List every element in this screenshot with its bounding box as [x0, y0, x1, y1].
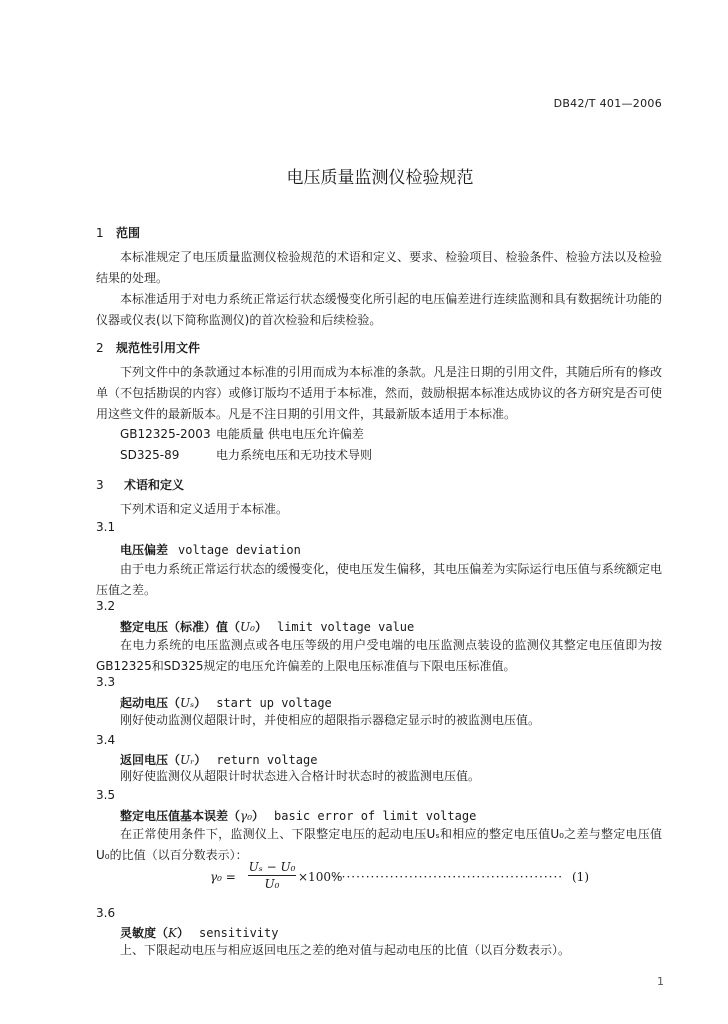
term-chinese: 整定电压值基本误差（: [120, 809, 241, 823]
term-english: voltage deviation: [178, 543, 301, 557]
section-title: 术语和定义: [124, 478, 185, 492]
term-close: ）: [194, 753, 207, 767]
term-english: sensitivity: [199, 926, 279, 940]
term-english: limit voltage value: [276, 620, 415, 634]
formula-denominator: U₀: [264, 877, 280, 891]
term-chinese: 灵敏度（: [120, 926, 169, 940]
clause-number: 3.5: [96, 788, 116, 802]
term-heading: [120, 924, 278, 941]
document-title: 电压质量监测仪检验规范: [286, 168, 474, 188]
section-2-paragraph-1: 下列文件中的条款通过本标准的引用而成为本标准的条款。凡是注日期的引用文件，其随后所有的修改单（不包括勘误的内容）或修订版均不适用于本标准，然而，鼓励根据本标准达成协议的各方研究是否可使用这些文件的最新版本。凡是不注日期的引用文件，其最新版本适用于本标准。: [96, 365, 662, 421]
reference-name: 电能质量 供电电压允许偏差: [216, 427, 364, 441]
term-symbol: K: [168, 926, 177, 940]
term-definition: 刚好使监测仪从超限计时状态进入合格计时状态时的被监测电压值。: [120, 769, 481, 783]
clause-number: 3.3: [96, 675, 116, 689]
section-number: 2: [96, 341, 104, 355]
formula-fraction: [248, 860, 296, 891]
clause-number: 3.6: [96, 906, 116, 920]
reference-name: 电力系统电压和无功技术导则: [216, 448, 373, 462]
document-code: DB42/T 401—2006: [553, 97, 662, 110]
term-definition: 在正常使用条件下，监测仪上、下限整定电压的起动电压Uₛ和相应的整定电压值U₀之差与整定电压值U₀的比值（以百分数表示）：: [96, 827, 662, 862]
term-heading: [120, 618, 414, 635]
section-3-heading: [96, 476, 184, 493]
reference-item: [120, 424, 364, 445]
term-symbol: Uᵣ: [180, 753, 195, 767]
clause-number: 3.1: [96, 520, 116, 534]
term-chinese: 整定电压（标准）值（: [120, 620, 241, 634]
term-definition: 刚好使动监测仪超限计时，并使相应的超限指示器稳定显示时的被监测电压值。: [120, 713, 541, 727]
term-english: return voltage: [216, 753, 318, 767]
term-symbol: U₀: [240, 620, 255, 634]
term-close: ）: [252, 809, 265, 823]
formula-lhs: γ₀ =: [210, 870, 236, 884]
formula-leader-dots: ················································: [332, 870, 564, 884]
page-number: 1: [657, 975, 664, 988]
section-number: 1: [96, 226, 104, 240]
section-title: 规范性引用文件: [116, 341, 201, 355]
term-symbol: γ₀: [240, 809, 252, 823]
reference-item: [120, 445, 372, 466]
term-definition: 上、下限起动电压与相应返回电压之差的绝对值与起动电压的比值（以百分数表示）。: [120, 943, 571, 957]
reference-code: SD325-89: [120, 448, 180, 462]
section-3-intro: 下列术语和定义适用于本标准。: [120, 502, 289, 516]
section-1-paragraph-2: 本标准适用于对电力系统正常运行状态缓慢变化所引起的电压偏差进行连续监测和具有数据统计功能的仪器或仪表(以下简称监测仪)的首次检验和后续检验。: [96, 292, 662, 327]
term-chinese: 返回电压（: [120, 753, 181, 767]
term-definition: 在电力系统的电压监测点或各电压等级的用户受电端的电压监测点装设的监测仪其整定电压值即为按GB12325和SD325规定的电压允许偏差的上限电压标准值与下限电压标准值。: [96, 638, 662, 673]
section-1-heading: [96, 224, 140, 241]
formula-equation-number: (1): [572, 870, 589, 884]
term-definition: 由于电力系统正常运行状态的缓慢变化，使电压发生偏移，其电压偏差为实际运行电压值与系统额定电压值之差。: [96, 562, 662, 597]
section-title: 范围: [116, 226, 141, 240]
section-2-heading: [96, 339, 200, 356]
section-1-paragraph-1: 本标准规定了电压质量监测仪检验规范的术语和定义、要求、检验项目、检验条件、检验方法以及检验结果的处理。: [96, 250, 662, 285]
term-close: ）: [176, 926, 189, 940]
term-chinese: 电压偏差: [120, 543, 169, 557]
term-symbol: Uₛ: [180, 696, 195, 710]
formula-numerator: Uₛ − U₀: [248, 860, 296, 874]
term-english: basic error of limit voltage: [274, 809, 477, 823]
term-heading: [120, 541, 301, 558]
term-chinese: 起动电压（: [120, 696, 181, 710]
term-heading: [120, 807, 476, 824]
clause-number: 3.2: [96, 599, 116, 613]
term-close: ）: [194, 696, 207, 710]
formula-multiplier: ×100%: [298, 870, 343, 884]
clause-number: 3.4: [96, 733, 116, 747]
term-heading: [120, 694, 332, 711]
section-number: 3: [96, 478, 104, 492]
term-close: ）: [254, 620, 267, 634]
term-english: start up voltage: [216, 696, 332, 710]
reference-code: GB12325-2003: [120, 427, 211, 441]
formula-1: [210, 860, 610, 900]
